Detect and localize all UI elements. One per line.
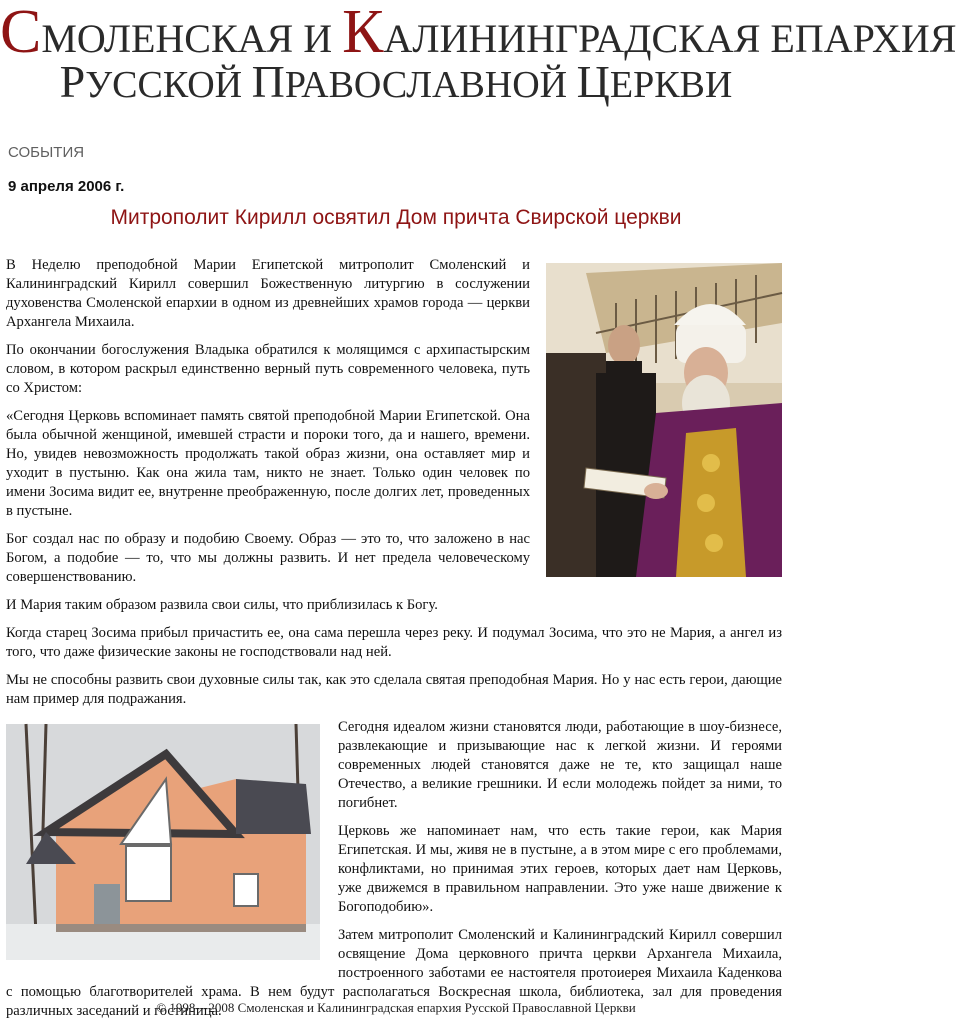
paragraph: Церковь же напоминает нам, что есть такие герои, как Мария Египетская. И мы, живя не в пустыне, а в этом мире с его проблемами, конфликтами, но принимая этих героев, которых дает нам Церковь, уже движемся в правильном направлении. Это уже наше движение к Богоподобию». xyxy=(338,823,782,915)
masthead-capital: П xyxy=(251,56,285,107)
article-date: 9 апреля 2006 г. xyxy=(8,178,125,195)
masthead-text: МОЛЕНСКАЯ И xyxy=(41,16,343,61)
masthead-capital: К xyxy=(342,0,384,66)
article-body xyxy=(6,256,782,1030)
paragraph: Затем митрополит Смоленский и Калининградский Кирилл совершил освящение Дома церковного причта церкви Архангела Михаила, построенного заботами ее настоятеля протоиерея Михаила Каденкова с помощью благотворителей храма. В нем будут располагаться Воскресная школа, библиотека, зал для проведения различных заседаний и гостиница. xyxy=(6,927,782,1019)
paragraph: Сегодня идеалом жизни становятся люди, работающие в шоу-бизнесе, развлекающие и призывающие нас к легкой жизни. И героями современных людей становятся даже не те, кто защищал наше Отечество, а великие грешники. И если молодежь пойдет за ними, то погибнет. xyxy=(338,719,782,811)
masthead-text: АЛИНИНГРАДСКАЯ ЕПАРХИЯ xyxy=(383,16,956,61)
paragraph: В Неделю преподобной Марии Египетской митрополит Смоленский и Калининградский Кирилл совершил Божественную литургию в сослужении духовенства Смоленской епархии в одном из древнейших храмов города — церкви Архангела Михаила. xyxy=(6,257,530,330)
paragraph: «Сегодня Церковь вспоминает память святой преподобной Марии Египетской. Она была обычной женщиной, имевшей страсти и пороки того, да и нашего, времени. Но, увидев невозможность продолжать такой образ жизни, она оставляет мир и уходит в пустыню. Как она жила там, никто не знает. Только один человек по имени Зосима видит ее, внутренне преображенную, после долгих лет, проведенных в пустыне. xyxy=(6,408,530,519)
photo-metropolitan-image xyxy=(546,263,782,577)
masthead-capital: Р xyxy=(59,56,86,107)
paragraph: Мы не способны развить свои духовные силы так, как это сделала святая преподобная Мария. Но у нас есть герои, дающие нам пример для подражания. xyxy=(6,672,782,707)
footer-copyright: © 1998—2008 Смоленская и Калининградская епархия Русской Православной Церкви xyxy=(156,1000,636,1015)
masthead-text: УССКОЙ xyxy=(85,64,252,106)
masthead-line-2 xyxy=(0,58,792,109)
masthead-text: ЕРКВИ xyxy=(609,64,733,106)
article-headline: Митрополит Кирилл освятил Дом причта Свирской церкви xyxy=(110,206,682,229)
paragraph: По окончании богослужения Владыка обратился к молящимся с архипастырским словом, в котором раскрыл единственно верный путь современного человека, путь со Христом: xyxy=(6,342,530,396)
photo-clergy-house xyxy=(6,724,320,960)
photo-house-image xyxy=(6,724,320,960)
paragraph: Бог создал нас по образу и подобию Своему. Образ — это то, что заложено в нас Богом, а подобие — то, что мы должны развить. И нет предела человеческому совершенствованию. xyxy=(6,531,530,585)
section-label: СОБЫТИЯ xyxy=(8,144,85,161)
masthead-capital: С xyxy=(0,0,42,66)
paragraph: Когда старец Зосима прибыл причастить ее, она сама перешла через реку. И подумал Зосима, что это не Мария, а ангел из того, что даже физические законы не господствовали над ней. xyxy=(6,625,782,660)
photo-metropolitan-service xyxy=(546,263,782,577)
masthead-text: РАВОСЛАВНОЙ xyxy=(284,64,577,106)
masthead-capital: Ц xyxy=(576,56,610,107)
masthead xyxy=(0,0,956,120)
paragraph: И Мария таким образом развила свои силы, что приблизилась к Богу. xyxy=(6,597,438,613)
